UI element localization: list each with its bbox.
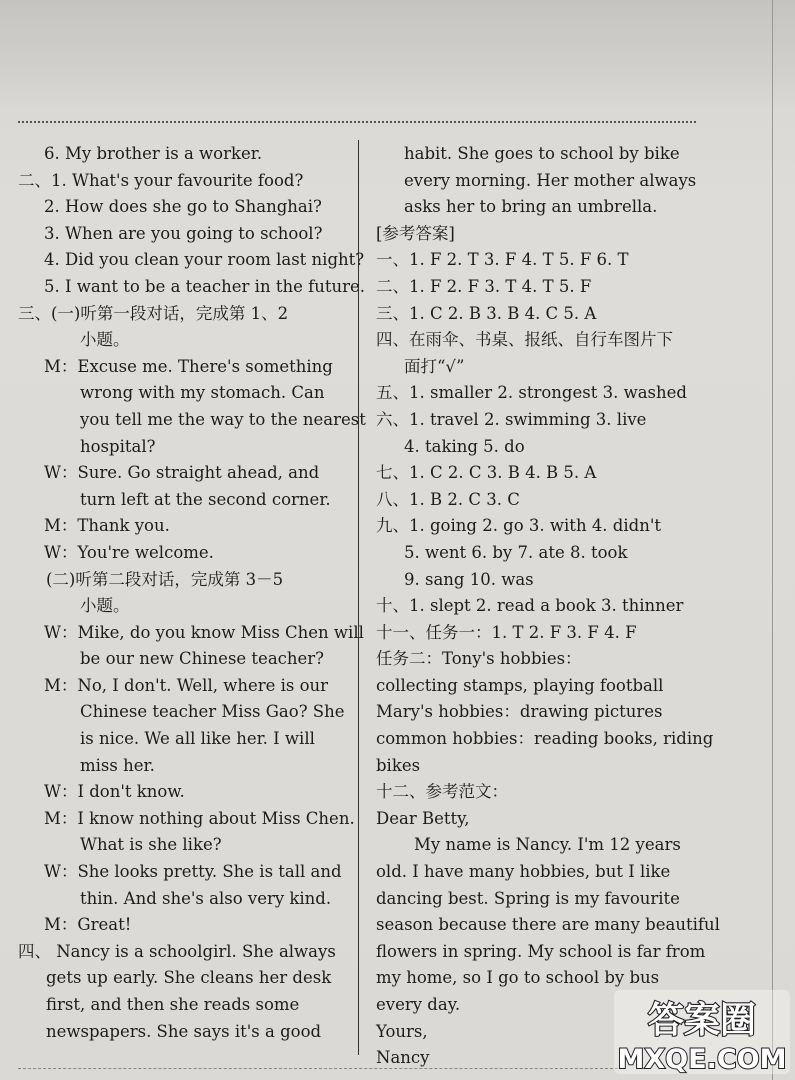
answer-line: 一、1. F 2. T 3. F 4. T 5. F 6. T (376, 250, 629, 270)
text-line: 4. Did you clean your room last night? (44, 250, 365, 270)
dialogue-line: W：Mike, do you know Miss Chen will (44, 622, 364, 642)
essay-line: my home, so I go to school by bus (376, 968, 660, 988)
dialogue-line: M：Thank you. (44, 516, 170, 536)
top-shadow (0, 0, 795, 110)
dotted-separator (18, 121, 696, 123)
answer-line: 八、1. B 2. C 3. C (376, 489, 520, 509)
text-line: 2. How does she go to Shanghai? (44, 197, 322, 217)
answer-line: 4. taking 5. do (404, 436, 525, 456)
answer-line: 十一、任务一：1. T 2. F 3. F 4. F (376, 622, 637, 642)
text-line: is nice. We all like her. I will (80, 729, 315, 749)
essay-line: flowers in spring. My school is far from (376, 941, 706, 961)
text-line: you tell me the way to the nearest (80, 409, 366, 429)
dialogue-line: M：Excuse me. There's something (44, 356, 333, 376)
text-line: be our new Chinese teacher? (80, 649, 325, 669)
bottom-dashed-rule (18, 1068, 618, 1069)
page-edge (772, 0, 773, 1080)
text-line: newspapers. She says it's a good (46, 1021, 322, 1041)
model-essay-heading: 十二、参考范文： (376, 782, 508, 802)
text-line: asks her to bring an umbrella. (404, 197, 658, 217)
dialogue-line: M：No, I don't. Well, where is our (44, 675, 329, 695)
text-line: habit. She goes to school by bike (404, 144, 680, 163)
dialogue-line: M：I know nothing about Miss Chen. (44, 808, 355, 828)
letter-greeting: Dear Betty, (376, 808, 470, 828)
answer-line: 9. sang 10. was (404, 569, 534, 589)
answer-line: 5. went 6. by 7. ate 8. took (404, 542, 628, 562)
text-line: thin. And she's also very kind. (80, 888, 332, 908)
letter-closing: Yours, (376, 1021, 428, 1041)
essay-line: old. I have many hobbies, but I like (376, 862, 671, 882)
dialogue-line: W：Sure. Go straight ahead, and (44, 463, 320, 483)
essay-line: season because there are many beautiful (376, 915, 720, 935)
essay-line: My name is Nancy. I'm 12 years (414, 835, 681, 855)
text-line: Chinese teacher Miss Gao? She (80, 702, 345, 722)
text-line: 小题。 (80, 330, 130, 350)
essay-line: dancing best. Spring is my favourite (376, 888, 680, 908)
dialogue-line: W：You're welcome. (44, 542, 214, 562)
watermark-logo (612, 988, 792, 1076)
answer-line: 二、1. F 2. F 3. T 4. T 5. F (376, 276, 592, 296)
text-line: first, and then she reads some (46, 995, 300, 1014)
left-column (18, 141, 366, 1045)
letter-signature: Nancy (376, 1048, 430, 1068)
answer-line: common hobbies：reading books, riding (376, 729, 714, 749)
text-line: What is she like? (80, 835, 222, 855)
answer-line: 四、在雨伞、书桌、报纸、自行车图片下 (376, 330, 673, 350)
essay-line: every day. (376, 995, 461, 1014)
answer-line: 七、1. C 2. C 3. B 4. B 5. A (376, 463, 597, 483)
answer-key-heading: [参考答案] (376, 223, 455, 243)
answer-line: bikes (376, 755, 421, 775)
text-line: 3. When are you going to school? (44, 223, 323, 243)
text-line: 小题。 (80, 596, 130, 616)
section-heading-3: 三、(一)听第一段对话，完成第 1、2 (18, 303, 289, 323)
text-line: hospital? (80, 436, 156, 456)
dialogue-line: W：I don't know. (44, 782, 185, 802)
section-heading-4: 四、 Nancy is a schoolgirl. She always (18, 941, 336, 961)
answer-line: 十、1. slept 2. read a book 3. thinner (376, 596, 684, 616)
text-line: gets up early. She cleans her desk (46, 968, 332, 988)
subsection-heading: (二)听第二段对话，完成第 3－5 (46, 569, 284, 589)
text-line: 6. My brother is a worker. (44, 144, 263, 163)
text-line: turn left at the second corner. (80, 489, 331, 509)
watermark-top-text: 答案圈 (647, 1000, 757, 1041)
text-line: every morning. Her mother always (404, 170, 697, 190)
answer-line: 任务二：Tony's hobbies： (376, 649, 582, 669)
text-line: wrong with my stomach. Can (80, 383, 325, 403)
answer-line: 六、1. travel 2. swimming 3. live (376, 409, 647, 429)
dialogue-line: W：She looks pretty. She is tall and (44, 862, 342, 882)
answer-line: 面打“√” (404, 356, 465, 376)
answer-line: collecting stamps, playing football (376, 675, 664, 695)
section-heading-2: 二、1. What's your favourite food? (18, 170, 304, 190)
watermark-bottom-text: MXQE.COM (617, 1044, 787, 1075)
text-line: 5. I want to be a teacher in the future. (44, 276, 365, 296)
answer-line: 五、1. smaller 2. strongest 3. washed (376, 383, 687, 403)
text-line: miss her. (80, 755, 155, 775)
answer-line: Mary's hobbies：drawing pictures (376, 702, 663, 722)
answer-line: 三、1. C 2. B 3. B 4. C 5. A (376, 303, 597, 323)
answer-line: 九、1. going 2. go 3. with 4. didn't (376, 516, 661, 536)
dialogue-line: M：Great! (44, 915, 132, 935)
